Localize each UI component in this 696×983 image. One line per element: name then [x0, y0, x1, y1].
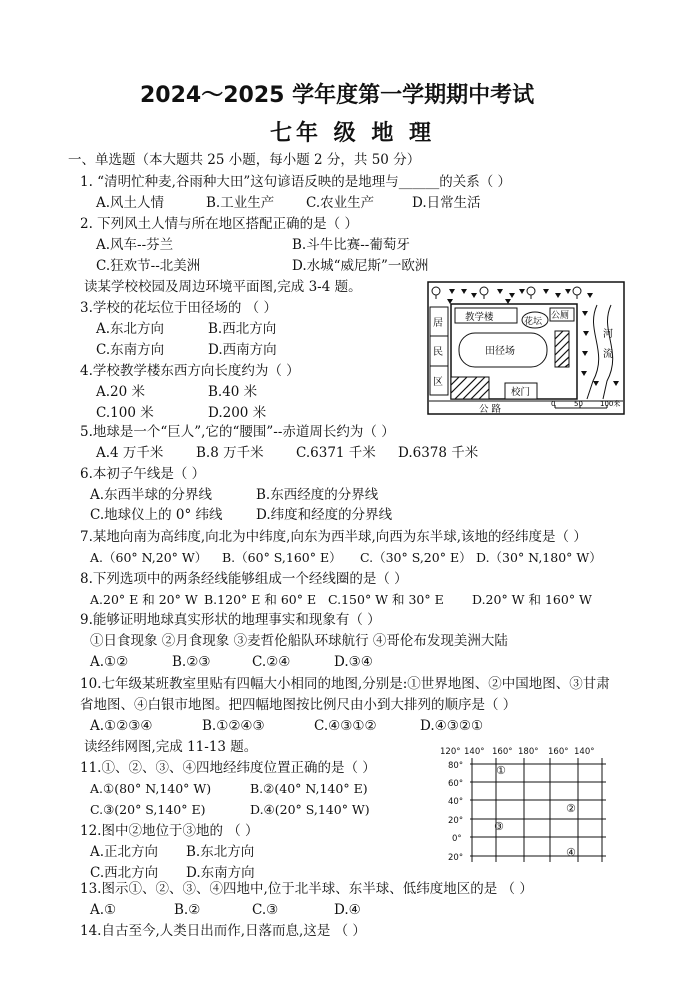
question-14-stem: 14.自古至今,人类日出而作,日落而息,这是 （ ） [80, 923, 366, 939]
lat-labels [448, 761, 463, 863]
question-5-stem: 5.地球是一个“巨人”,它的“腰围”--赤道周长约为（ ） [80, 424, 395, 440]
lat-label: 0° [452, 834, 462, 844]
question-9-stem: 9.能够证明地球真实形状的地理事实和现象有（ ） [80, 612, 381, 628]
question-8-stem: 8.下列选项中的两条经线能够组成一个经线圈的是（ ） [80, 571, 408, 587]
question-6-stem: 6.本初子午线是（ ） [80, 466, 206, 482]
exam-title: 2024～2025 学年度第一学期期中考试 [140, 83, 535, 108]
q5-option-c: C.6371 千米 [296, 445, 376, 461]
q1-option-b: B.工业生产 [206, 195, 275, 211]
residential-label-2: 民 [433, 347, 443, 358]
q12-option-c: C.西北方向 [90, 865, 159, 881]
q11-option-b: B.②(40° N,140° E) [250, 781, 368, 796]
question-11-stem: 11.①、②、③、④四地经纬度位置正确的是（ ） [80, 760, 376, 776]
q4-option-b: B.40 米 [208, 384, 258, 400]
lon-label: 180° [518, 747, 539, 757]
question-7-stem: 7.某地向南为高纬度,向北为中纬度,向东为西半球,向西为东半球,该地的经纬度是（ ） [80, 529, 587, 545]
q7-option-b: B.（60° S,160° E） [222, 550, 342, 565]
residential-label-3: 区 [433, 377, 443, 388]
question-2-stem: 2. 下列风土人情与所在地区搭配正确的是（ ） [80, 216, 358, 232]
q2-option-b: B.斗牛比赛--葡萄牙 [292, 237, 410, 253]
q13-option-a: A.① [90, 902, 117, 918]
intro-q3-4: 读某学校校园及周边环境平面图,完成 3-4 题。 [84, 279, 362, 295]
scale-0: 0 [551, 400, 556, 408]
q7-option-c: C.（30° S,20° E） [360, 550, 472, 565]
q2-option-c: C.狂欢节--北美洲 [96, 258, 201, 274]
lat-lon-grid-map [440, 744, 628, 868]
q13-option-d: D.④ [334, 902, 361, 918]
intro-q11-13: 读经纬网图,完成 11-13 题。 [84, 739, 258, 755]
q6-option-d: D.纬度和经度的分界线 [256, 507, 393, 523]
grid-point-1: ① [496, 764, 506, 777]
q4-option-d: D.200 米 [208, 405, 267, 421]
q13-option-c: C.③ [252, 902, 279, 918]
lon-label: 160° [548, 747, 569, 757]
question-12-stem: 12.图中②地位于③地的 （ ） [80, 823, 259, 839]
q9-option-c: C.②④ [252, 654, 291, 670]
grid-point-3: ③ [494, 820, 504, 833]
campus-map [427, 281, 625, 416]
q7-option-a: A.（60° N,20° W） [90, 550, 208, 565]
q8-option-a: A.20° E 和 20° W [90, 592, 198, 607]
lat-label: 60° [448, 779, 464, 789]
river-label-1: 河 [603, 329, 613, 340]
lat-label: 20° [448, 853, 464, 863]
q6-option-c: C.地球仪上的 0° 纬线 [90, 507, 223, 523]
q12-option-d: D.东南方向 [186, 865, 255, 881]
q3-option-a: A.东北方向 [96, 321, 165, 337]
q11-option-a: A.①(80° N,140° W) [90, 781, 212, 796]
q10-option-b: B.①②④③ [202, 718, 265, 734]
lat-label: 40° [448, 797, 464, 807]
section-heading: 一、单选题（本大题共 25 小题，每小题 2 分，共 50 分） [68, 152, 421, 168]
lat-label: 80° [448, 761, 464, 771]
q2-option-d: D.水城“威尼斯”一欧洲 [292, 258, 429, 274]
scale-100: 100米 [600, 400, 621, 408]
question-4-stem: 4.学校教学楼东西方向长度约为（ ） [80, 363, 300, 379]
q3-option-c: C.东南方向 [96, 342, 165, 358]
q1-option-d: D.日常生活 [412, 195, 481, 211]
q9-option-b: B.②③ [172, 654, 211, 670]
question-13-stem: 13.图示①、②、③、④四地中,位于北半球、东半球、低纬度地区的是 （ ） [80, 881, 533, 897]
lon-label: 160° [492, 747, 513, 757]
exam-subtitle: 七年 级 地 理 [270, 121, 435, 146]
q1-option-a: A.风土人情 [96, 195, 165, 211]
scale-50: 50 [574, 400, 583, 408]
lon-label: 140° [574, 747, 595, 757]
q6-option-a: A.东西半球的分界线 [90, 487, 213, 503]
q10-option-a: A.①②③④ [90, 718, 153, 734]
q5-option-b: B.8 万千米 [196, 445, 264, 461]
q3-option-d: D.西南方向 [208, 342, 277, 358]
q13-option-b: B.② [174, 902, 201, 918]
q9-option-d: D.③④ [334, 654, 373, 670]
q5-option-a: A.4 万千米 [96, 445, 164, 461]
question-10-stem-line2: 省地图、④白银市地图。把四幅地图按比例尺由小到大排列的顺序是（ ） [80, 697, 517, 713]
q8-option-c: C.150° W 和 30° E [328, 592, 444, 607]
q3-option-b: B.西北方向 [208, 321, 277, 337]
question-3-stem: 3.学校的花坛位于田径场的 （ ） [80, 300, 277, 316]
road-label: 公 路 [479, 404, 502, 415]
q8-option-d: D.20° W 和 160° W [472, 592, 592, 607]
residential-label-1: 居 [433, 318, 443, 329]
q11-option-c: C.③(20° S,140° E) [90, 802, 206, 817]
lon-label: 140° [464, 747, 485, 757]
q1-option-c: C.农业生产 [306, 195, 375, 211]
q9-option-a: A.①② [90, 654, 129, 670]
q8-option-b: B.120° E 和 60° E [204, 592, 317, 607]
q4-option-a: A.20 米 [96, 384, 146, 400]
river-label-2: 流 [603, 349, 613, 360]
lat-label: 20° [448, 816, 464, 826]
q11-option-d: D.④(20° S,140° W) [250, 802, 370, 817]
gate-label: 校门 [511, 387, 531, 398]
q6-option-b: B.东西经度的分界线 [256, 487, 379, 503]
track-field-label: 田径场 [485, 346, 515, 357]
q10-option-c: C.④③①② [314, 718, 377, 734]
q9-facts: ①日食现象 ②月食现象 ③麦哲伦船队环球航行 ④哥伦布发现美洲大陆 [90, 633, 508, 649]
grid-point-2: ② [566, 802, 576, 815]
q7-option-d: D.（30° N,180° W） [476, 550, 602, 565]
teaching-building-label: 教学楼 [465, 312, 494, 323]
grid-point-4: ④ [566, 846, 576, 859]
question-1-stem: 1. “清明忙种麦,谷雨种大田”这句谚语反映的是地理与______的关系（ ） [80, 174, 512, 190]
toilet-label: 公厕 [551, 311, 570, 321]
question-10-stem-line1: 10.七年级某班教室里贴有四幅大小相同的地图,分别是:①世界地图、②中国地图、③甘肃 [80, 676, 610, 692]
q12-option-b: B.东北方向 [186, 844, 255, 860]
flower-bed-label: 花坛 [524, 317, 543, 327]
q4-option-c: C.100 米 [96, 405, 154, 421]
lon-label: 120° [440, 747, 461, 757]
q2-option-a: A.风车--芬兰 [96, 237, 174, 253]
q12-option-a: A.正北方向 [90, 844, 159, 860]
lon-labels [440, 747, 594, 757]
q5-option-d: D.6378 千米 [398, 445, 479, 461]
q10-option-d: D.④③②① [420, 718, 484, 734]
